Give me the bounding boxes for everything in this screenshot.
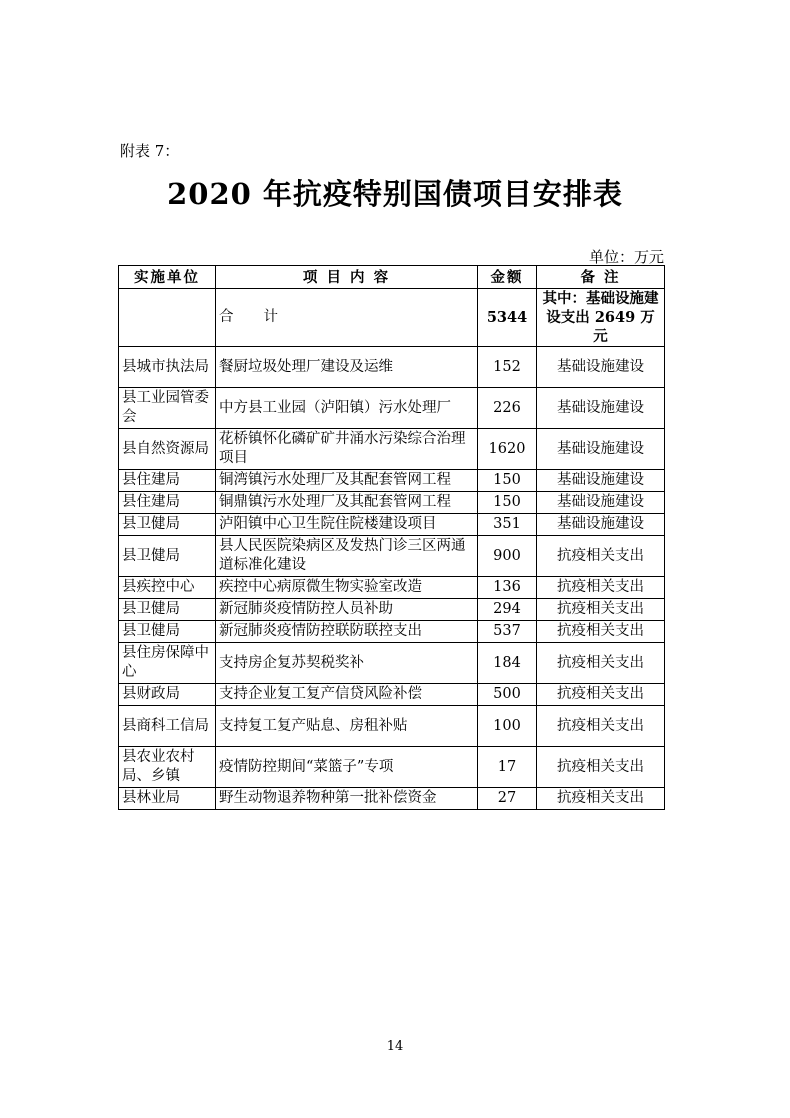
unit-cell: 县卫健局 [119,514,216,536]
table-row [119,599,665,621]
amount-cell: 900 [478,536,537,577]
note-cell: 抗疫相关支出 [537,706,665,747]
amount-cell: 17 [478,747,537,788]
amount-cell: 500 [478,684,537,706]
note-cell: 基础设施建设 [537,429,665,470]
total-label: 合计 [216,289,478,347]
project-cell: 野生动物退养物种第一批补偿资金 [216,788,478,810]
appendix-label: 附表 7： [120,142,180,160]
amount-cell: 537 [478,621,537,643]
note-cell: 基础设施建设 [537,347,665,388]
project-cell: 疾控中心病原微生物实验室改造 [216,577,478,599]
project-cell: 县人民医院染病区及发热门诊三区两通道标准化建设 [216,536,478,577]
table-row [119,492,665,514]
amount-cell: 150 [478,470,537,492]
table-header-row [119,266,665,289]
unit-cell: 县商科工信局 [119,706,216,747]
note-cell: 抗疫相关支出 [537,621,665,643]
table-row [119,388,665,429]
amount-cell: 294 [478,599,537,621]
header-amount: 金额 [478,266,537,289]
note-cell: 基础设施建设 [537,514,665,536]
amount-cell: 150 [478,492,537,514]
project-cell: 中方县工业园（泸阳镇）污水处理厂 [216,388,478,429]
table-row [119,536,665,577]
unit-cell: 县工业园管委会 [119,388,216,429]
header-project: 项 目 内 容 [216,266,478,289]
amount-cell: 136 [478,577,537,599]
header-note: 备 注 [537,266,665,289]
project-cell: 新冠肺炎疫情防控人员补助 [216,599,478,621]
table-row [119,747,665,788]
page-number: 14 [386,1039,404,1054]
note-cell: 抗疫相关支出 [537,643,665,684]
amount-cell: 1620 [478,429,537,470]
amount-cell: 27 [478,788,537,810]
table-row [119,643,665,684]
unit-cell: 县农业农村局、乡镇 [119,747,216,788]
project-cell: 新冠肺炎疫情防控联防联控支出 [216,621,478,643]
table-row [119,514,665,536]
unit-cell: 县住建局 [119,492,216,514]
unit-cell: 县城市执法局 [119,347,216,388]
unit-cell: 县林业局 [119,788,216,810]
note-cell: 抗疫相关支出 [537,577,665,599]
table-row [119,684,665,706]
note-cell: 抗疫相关支出 [537,536,665,577]
note-cell: 抗疫相关支出 [537,684,665,706]
unit-cell: 县财政局 [119,684,216,706]
table-row [119,429,665,470]
note-cell: 基础设施建设 [537,470,665,492]
amount-cell: 226 [478,388,537,429]
note-cell: 基础设施建设 [537,492,665,514]
project-cell: 疫情防控期间“菜篮子”专项 [216,747,478,788]
total-amount: 5344 [478,289,537,347]
unit-cell: 县住建局 [119,470,216,492]
unit-cell: 县住房保障中心 [119,643,216,684]
amount-cell: 184 [478,643,537,684]
project-cell: 花桥镇怀化磷矿矿井涌水污染综合治理项目 [216,429,478,470]
table-row [119,621,665,643]
unit-cell: 县卫健局 [119,536,216,577]
note-cell: 抗疫相关支出 [537,788,665,810]
table-row [119,788,665,810]
project-table [118,265,665,810]
amount-cell: 100 [478,706,537,747]
unit-cell: 县自然资源局 [119,429,216,470]
unit-label: 单位：万元 [588,248,664,266]
total-unit-cell [119,289,216,347]
note-cell: 抗疫相关支出 [537,599,665,621]
header-unit: 实施单位 [119,266,216,289]
total-note: 其中：基础设施建设支出 2649 万元 [537,289,665,347]
project-cell: 餐厨垃圾处理厂建设及运维 [216,347,478,388]
table-row [119,470,665,492]
project-cell: 铜鼎镇污水处理厂及其配套管网工程 [216,492,478,514]
unit-cell: 县疾控中心 [119,577,216,599]
project-cell: 支持企业复工复产信贷风险补偿 [216,684,478,706]
table-row [119,347,665,388]
project-cell: 支持复工复产贴息、房租补贴 [216,706,478,747]
unit-cell: 县卫健局 [119,599,216,621]
table-row [119,706,665,747]
project-cell: 支持房企复苏契税奖补 [216,643,478,684]
project-cell: 泸阳镇中心卫生院住院楼建设项目 [216,514,478,536]
note-cell: 基础设施建设 [537,388,665,429]
note-cell: 抗疫相关支出 [537,747,665,788]
project-cell: 铜湾镇污水处理厂及其配套管网工程 [216,470,478,492]
unit-cell: 县卫健局 [119,621,216,643]
amount-cell: 152 [478,347,537,388]
amount-cell: 351 [478,514,537,536]
table-row [119,577,665,599]
page-title: 2020 年抗疫特别国债项目安排表 [167,177,623,211]
total-row [119,289,665,347]
